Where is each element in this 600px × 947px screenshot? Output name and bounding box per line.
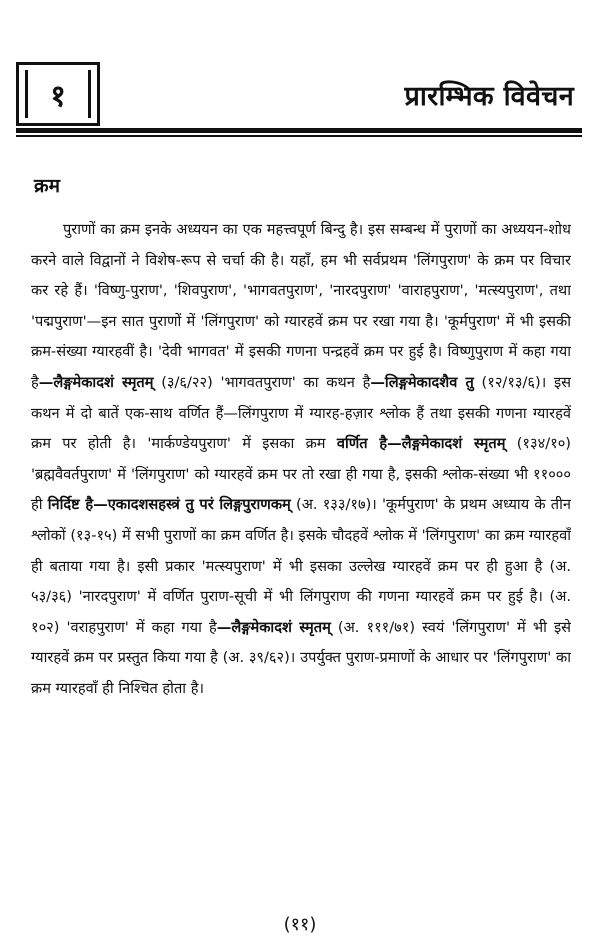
- section-heading: क्रम: [34, 175, 60, 197]
- page-number: (११): [283, 914, 317, 935]
- sanskrit-quote-4: निर्दिष्ट है—एकादशसहस्त्रं तु परं लिङ्गपुराणकम्: [47, 496, 291, 514]
- sanskrit-quote-5: —लैङ्गमेकादशं स्मृतम्: [216, 618, 331, 636]
- paragraph-text-3: (१२/१३/६)। इस कथन में दो बातें एक-साथ वर्णित हैं—लिंगपुराण में ग्यारह-हज़ार श्लोक हैं तथा इसकी गणना ग्यारहवें क्रम पर होती है। 'मार्कण्डेयपुराण' में इसका क्रम: [31, 373, 571, 453]
- paragraph-text-2: (३/६/२२) 'भागवतपुराण' का कथन है: [153, 373, 371, 391]
- sanskrit-quote-2: —लिङ्गमेकादशैव तु: [370, 373, 474, 391]
- chapter-number-box: [16, 62, 100, 126]
- chapter-header: [16, 62, 582, 138]
- body-paragraph: [31, 215, 571, 885]
- sanskrit-quote-3: वर्णित है—लैङ्गमेकादशं स्मृतम्: [336, 435, 506, 453]
- paragraph-text-5: (अ. १३३/१७)। 'कूर्मपुराण' के प्रथम अध्याय के तीन श्लोकों (१३-१५) में सभी पुराणों का क्रम वर्णित है। इसके चौदहवें श्लोक में 'लिंगपुराण' का क्रम ग्यारहवाँ ही बताया गया है। इसी प्रकार 'मत्स्यपुराण' में भी इसका उल्लेख ग्यारहवें क्रम पर ही हुआ है (अ. ५३/३६) 'नारदपुराण' में वर्णित पुराण-सूची में भी लिंगपुराण की गणना ग्यारहवें क्रम पर हुई है। (अ. १०२) 'वराहपुराण' में कहा गया है: [31, 496, 571, 636]
- header-rule-thick: [16, 128, 582, 133]
- header-rule-thin: [16, 135, 582, 137]
- paragraph-text-6: (अ. १११/७१) स्वयं 'लिंगपुराण' में भी इसे ग्यारहवें क्रम पर प्रस्तुत किया गया है (अ. ३९/६२)। उपर्युक्त पुराण-प्रमाणों के आधार पर 'लिंगपुराण' का क्रम ग्यारहवाँ ही निश्चित होता है।: [31, 618, 571, 697]
- chapter-number: १: [50, 78, 66, 114]
- paragraph-text-4: (१३४/१०) 'ब्रह्मवैवर्तपुराण' में 'लिंगपुराण' को ग्यारहवें क्रम पर तो रखा ही गया है, इसकी श्लोक-संख्या भी ११००० ही: [31, 435, 571, 514]
- sanskrit-quote-1: —लैङ्गमेकादशं स्मृतम्: [38, 373, 154, 391]
- paragraph-text-1: पुराणों का क्रम इनके अध्ययन का एक महत्त्वपूर्ण बिन्दु है। इस सम्बन्ध में पुराणों का अध्ययन-शोध करने वाले विद्वानों ने विशेष-रूप से चर्चा की है। यहाँ, हम भी सर्वप्रथम 'लिंगपुराण' के क्रम पर विचार कर रहे हैं। 'विष्णु-पुराण', 'शिवपुराण', 'भागवतपुराण', 'नारदपुराण' 'वाराहपुराण', 'मत्स्यपुराण', तथा 'पद्मपुराण'—इन सात पुराणों में 'लिंगपुराण' को ग्यारहवें क्रम पर रखा गया है। 'कूर्मपुराण' में भी इसकी क्रम-संख्या ग्यारहवीं है। 'देवी भागवत' में इसकी गणना पन्द्रहवें क्रम पर हुई है। विष्णुपुराण में कहा गया है: [31, 221, 571, 391]
- chapter-title: प्रारम्भिक विवेचन: [404, 81, 574, 112]
